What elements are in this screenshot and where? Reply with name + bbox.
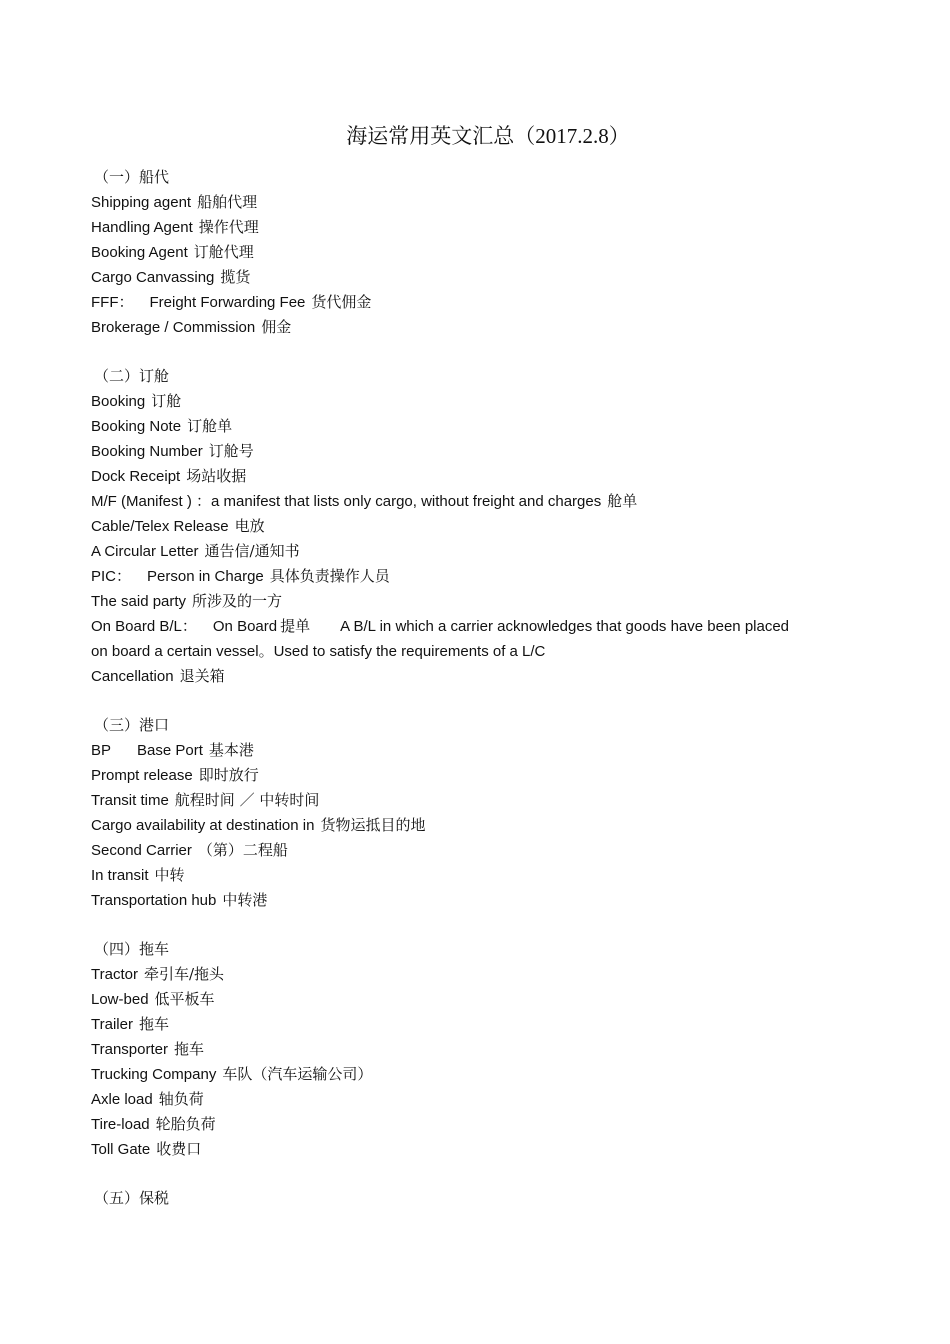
- term-text: PIC：: [91, 568, 132, 585]
- glossary-entry: [91, 813, 851, 838]
- term-translation: 订舱代理: [193, 243, 254, 261]
- term-text: Brokerage / Commission: [91, 319, 256, 336]
- term-text: （二）订舱: [94, 367, 170, 385]
- section-heading: [91, 1186, 851, 1211]
- term-text: Transporter: [91, 1041, 168, 1058]
- term-translation: 牵引车/拖头: [143, 965, 225, 983]
- term-text: Toll Gate: [91, 1141, 151, 1158]
- term-text: Axle load: [91, 1091, 153, 1108]
- term-translation: 电放: [234, 517, 265, 535]
- term-translation: 中转: [154, 866, 185, 884]
- document-title: 海运常用英文汇总（2017.2.8）: [346, 124, 630, 148]
- term-translation: 操作代理: [198, 218, 259, 236]
- glossary-entry: [91, 888, 851, 913]
- term-translation: 佣金: [261, 318, 292, 336]
- glossary-entry-continuation: [91, 639, 851, 664]
- term-text: Cable/Telex Release: [91, 518, 229, 535]
- term-translation: 低平板车: [154, 990, 215, 1008]
- glossary-entry: [91, 788, 851, 813]
- glossary-entry: [91, 987, 851, 1012]
- term-text: Booking Number: [91, 443, 203, 460]
- glossary-entry: [91, 439, 851, 464]
- glossary-entry: [91, 190, 851, 215]
- term-translation: 订舱: [151, 392, 182, 410]
- term-text: Booking Note: [91, 418, 182, 435]
- section-heading: [91, 364, 851, 389]
- glossary-entry: [91, 1012, 851, 1037]
- glossary-entry: [91, 863, 851, 888]
- term-translation: 货物运抵目的地: [320, 816, 426, 834]
- term-text: （三）港口: [94, 716, 170, 734]
- term-text: （五）保税: [94, 1189, 170, 1207]
- term-translation: 所涉及的一方: [192, 592, 283, 610]
- glossary-entry: [91, 564, 851, 589]
- term-text: Transportation hub: [91, 892, 217, 909]
- term-translation: 退关箱: [179, 667, 225, 685]
- term-translation: 收费口: [156, 1140, 202, 1158]
- glossary-entry: [91, 1112, 851, 1137]
- term-text: A B/L in which a carrier acknowledges that goods have been placed: [340, 618, 790, 635]
- term-translation: 场站收据: [186, 467, 247, 485]
- term-translation: 提单: [280, 617, 311, 635]
- term-text: （一）船代: [94, 168, 170, 186]
- term-text: Booking: [91, 393, 146, 410]
- term-text: Trucking Company: [91, 1066, 217, 1083]
- term-translation: 即时放行: [198, 766, 259, 784]
- glossary-entry: [91, 215, 851, 240]
- term-text: Tire-load: [91, 1116, 150, 1133]
- glossary-entry: [91, 539, 851, 564]
- glossary-entry: [91, 838, 851, 863]
- glossary-entry: [91, 1037, 851, 1062]
- glossary-entry: [91, 962, 851, 987]
- term-text: Trailer: [91, 1016, 133, 1033]
- term-text: Prompt release: [91, 767, 193, 784]
- section-heading: [91, 713, 851, 738]
- term-text: The said party: [91, 593, 187, 610]
- term-translation: 通告信/通知书: [204, 542, 300, 560]
- term-text: on board a certain vessel。Used to satisfy the requirements of a L/C: [91, 643, 546, 660]
- term-text: Second Carrier: [91, 842, 192, 859]
- glossary-entry: [91, 614, 851, 639]
- glossary-entry: [91, 389, 851, 414]
- term-translation: 揽货: [220, 268, 251, 286]
- term-translation: 舱单: [607, 492, 638, 510]
- term-text: Transit time: [91, 792, 169, 809]
- term-text: Cargo Canvassing: [91, 269, 215, 286]
- term-text: Base Port: [137, 742, 203, 759]
- term-text: BP: [91, 742, 112, 759]
- term-text: Shipping agent: [91, 194, 192, 211]
- glossary-entry: [91, 240, 851, 265]
- glossary-entry: [91, 1137, 851, 1162]
- term-translation: 具体负责操作人员: [269, 567, 390, 585]
- term-text: A Circular Letter: [91, 543, 199, 560]
- section-heading: [91, 937, 851, 962]
- term-translation: 货代佣金: [311, 293, 372, 311]
- term-text: In transit: [91, 867, 149, 884]
- glossary-entry: [91, 589, 851, 614]
- term-translation: 拖车: [173, 1040, 204, 1058]
- document-body: [91, 165, 851, 1211]
- glossary-entry: [91, 664, 851, 689]
- term-translation: 轮胎负荷: [155, 1115, 216, 1133]
- term-text: Tractor: [91, 966, 138, 983]
- glossary-entry: [91, 738, 851, 763]
- term-translation: 轴负荷: [158, 1090, 204, 1108]
- glossary-entry: [91, 489, 851, 514]
- term-text: Freight Forwarding Fee: [149, 294, 306, 311]
- term-text: Handling Agent: [91, 219, 193, 236]
- glossary-entry: [91, 763, 851, 788]
- term-translation: 订舱单: [187, 417, 233, 435]
- glossary-entry: [91, 1087, 851, 1112]
- term-translation: 中转港: [222, 891, 268, 909]
- term-text: Cancellation: [91, 668, 174, 685]
- term-text: FFF：: [91, 294, 134, 311]
- term-text: （四）拖车: [94, 940, 170, 958]
- term-text: Dock Receipt: [91, 468, 181, 485]
- glossary-entry: [91, 265, 851, 290]
- term-translation: （第）二程船: [197, 841, 288, 859]
- glossary-entry: [91, 464, 851, 489]
- term-text: Person in Charge: [147, 568, 264, 585]
- term-translation: 订舱号: [208, 442, 254, 460]
- term-translation: 车队（汽车运输公司）: [222, 1065, 373, 1083]
- term-text: Low-bed: [91, 991, 149, 1008]
- glossary-entry: [91, 514, 851, 539]
- term-translation: 拖车: [138, 1015, 169, 1033]
- term-text: On Board: [212, 618, 278, 635]
- term-text: On Board B/L：: [91, 618, 197, 635]
- term-translation: 船舶代理: [197, 193, 258, 211]
- glossary-entry: [91, 290, 851, 315]
- term-text: Booking Agent: [91, 244, 188, 261]
- term-text: M/F (Manifest ) ：a manifest that lists only cargo, without freight and charges: [91, 493, 602, 510]
- glossary-entry: [91, 315, 851, 340]
- glossary-entry: [91, 1062, 851, 1087]
- term-text: Cargo availability at destination in: [91, 817, 315, 834]
- glossary-entry: [91, 414, 851, 439]
- term-translation: 基本港: [208, 741, 254, 759]
- section-heading: [91, 165, 851, 190]
- term-translation: 航程时间 ／ 中转时间: [174, 791, 320, 809]
